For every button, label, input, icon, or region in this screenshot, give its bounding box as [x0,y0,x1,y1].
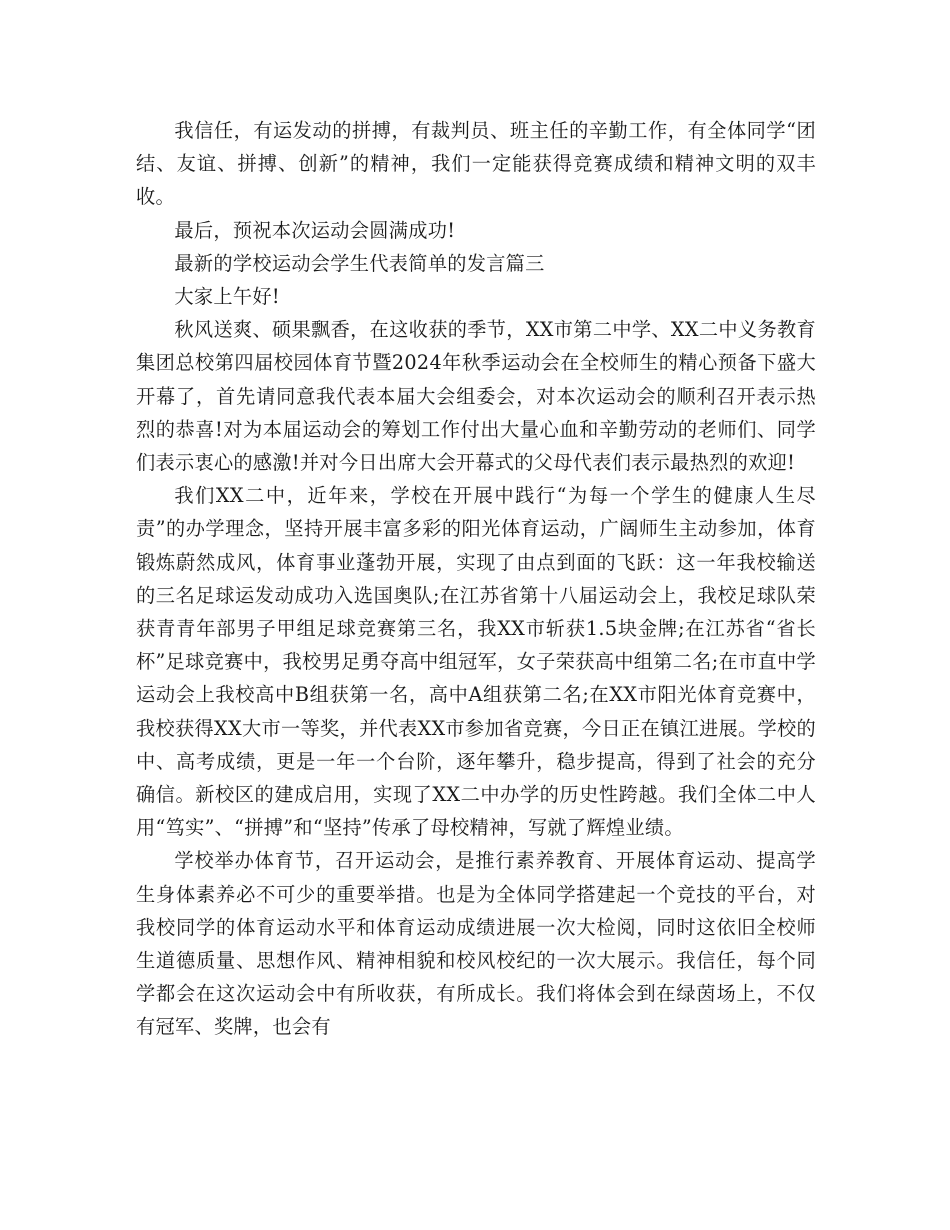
paragraph-conclusion-confidence: 我信任，有运发动的拼搏，有裁判员、班主任的辛勤工作，有全体同学“团结、友谊、拼搏、创新”的精神，我们一定能获得竞赛成绩和精神文明的双丰收。 [136,119,816,209]
document-body [136,114,816,1044]
section-heading-part-three: 最新的学校运动会学生代表简单的发言篇三 [174,251,545,275]
paragraph-achievements: 我们XX二中，近年来，学校在开展中践行“为每一个学生的健康人生尽责”的办学理念，坚持开展丰富多彩的阳光体育运动，广阔师生主动参加，体育锻炼蔚然成风，体育事业蓬勃开展，实现了由点到面的飞跃：这一年我校输送的三名足球运发动成功入选国奥队;在江苏省第十八届运动会上，我校足球队荣获青青年部男子甲组足球竞赛第三名，我XX市斩获1.5块金牌;在江苏省“省长杯”足球竞赛中，我校男足勇夺高中组冠军，女子荣获高中组第二名;在市直中学运动会上我校高中B组获第一名，高中A组获第二名;在XX市阳光体育竞赛中，我校获得XX大市一等奖，并代表XX市参加省竞赛，今日正在镇江进展。学校的中、高考成绩，更是一年一个台阶，逐年攀升，稳步提高，得到了社会的充分确信。新校区的建成启用，实现了XX二中办学的历史性跨越。我们全体二中人用“笃实”、“拼搏”和“坚持”传承了母校精神，写就了辉煌业绩。 [136,484,816,840]
paragraph-greeting: 大家上午好! [174,285,280,309]
paragraph-purpose: 学校举办体育节，召开运动会，是推行素养教育、开展体育运动、提高学生身体素养必不可少的重要举措。也是为全体同学搭建起一个竞技的平台，对我校同学的体育运动水平和体育运动成绩进展一次大检阅，同时这依旧全校师生道德质量、思想作风、精神相貌和校风校纪的一次大展示。我信任，每个同学都会在这次运动会中有所收获，有所成长。我们将体会到在绿茵场上，不仅有冠军、奖牌，也会有 [136,849,816,1039]
paragraph-closing-wish: 最后，预祝本次运动会圆满成功! [174,218,456,242]
paragraph-opening: 秋风送爽、硕果飘香，在这收获的季节，XX市第二中学、XX二中义务教育集团总校第四届校园体育节暨2024年秋季运动会在全校师生的精心预备下盛大开幕了，首先请同意我代表本届大会组委会，对本次运动会的顺利召开表示热烈的恭喜!对为本届运动会的筹划工作付出大量心血和辛勤劳动的老师们、同学们表示衷心的感激!并对今日出席大会开幕式的父母代表们表示最热烈的欢迎! [136,318,816,475]
